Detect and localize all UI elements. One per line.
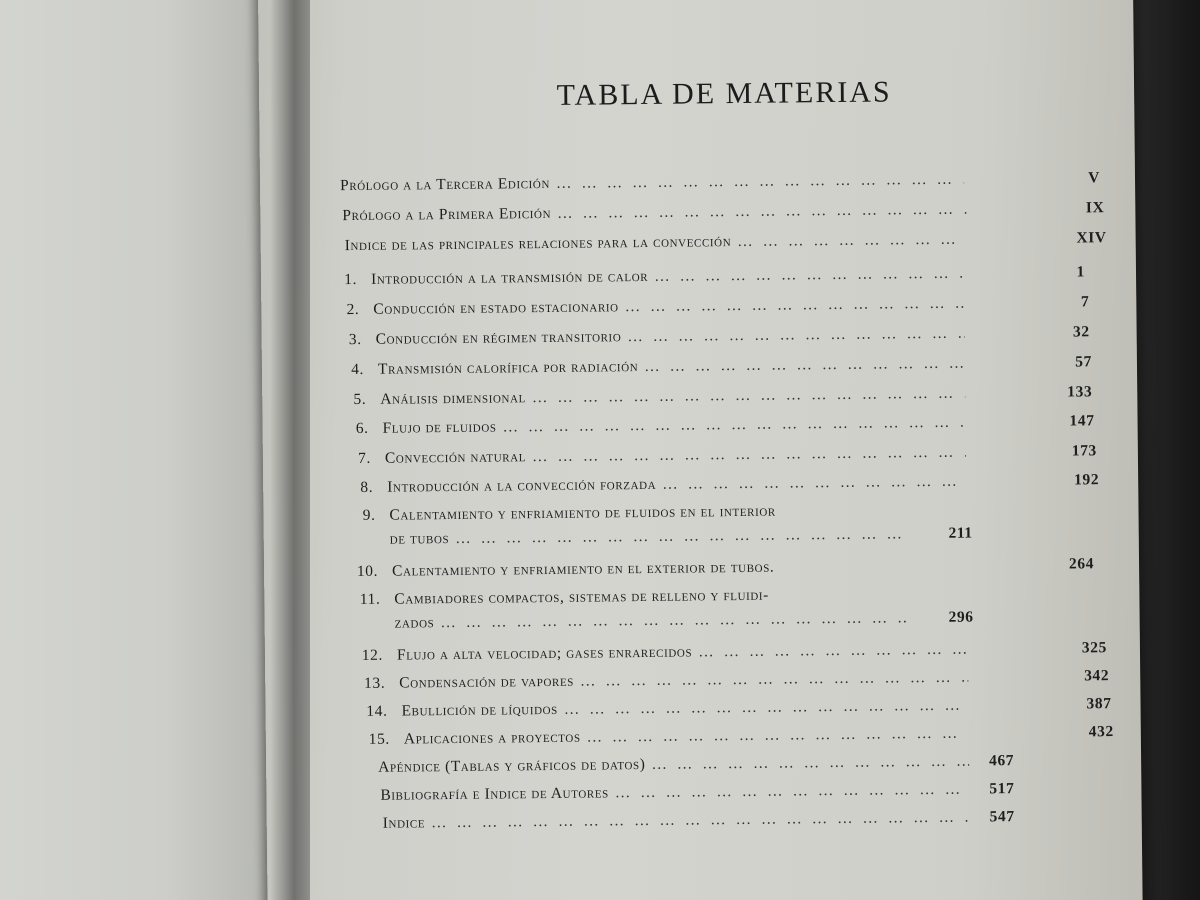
chapter-number: 10. [356, 562, 379, 580]
toc-entry-page: 296 [948, 608, 974, 626]
toc-entry-page: 173 [1071, 442, 1097, 460]
toc-entry-page: 264 [1068, 555, 1095, 573]
book-gutter [270, 0, 310, 900]
toc-entry-page: XIV [1076, 229, 1107, 247]
toc-entry-bibliografia [380, 780, 1015, 805]
toc-entry-page: 342 [1084, 667, 1110, 685]
toc-entry-prologo-primera [342, 199, 1105, 226]
leader-dots [532, 444, 966, 467]
toc-entry-chapter-2 [327, 293, 1090, 320]
toc-entry-apendice [378, 752, 1015, 777]
chapter-number: 9. [362, 506, 376, 524]
toc-entry-label: Flujo a alta velocidad; gases enrarecidos [396, 643, 693, 664]
toc-entry-label: Indice [382, 814, 426, 832]
toc-entry-indice-relaciones [344, 229, 1107, 256]
toc-entry-page: 517 [989, 780, 1015, 798]
toc-entry-label: Análisis dimensional [380, 389, 526, 408]
toc-entry-label: Calentamiento y enfriamiento en el exterior de tubos. [392, 558, 775, 580]
toc-entry-page: V [1088, 169, 1101, 187]
toc-entry-label: Cambiadores compactos, sistemas de relleno y fluidi- [394, 586, 769, 608]
toc-entry-label: Flujo de fluidos [382, 418, 497, 437]
toc-entry-label: Introducción a la transmisión de calor [370, 267, 649, 288]
toc-entry-label: Introducción a la convección forzada [387, 475, 657, 496]
toc-entry-page: 547 [989, 808, 1015, 826]
toc-entry-page: 192 [1074, 471, 1100, 489]
toc-entry-chapter-13 [353, 667, 1110, 694]
leader-dots [615, 781, 970, 803]
toc-entry-page: 467 [988, 752, 1015, 770]
leader-dots [556, 171, 964, 193]
chapter-number: 1. [344, 270, 358, 289]
leader-dots [587, 725, 969, 747]
left-page [0, 0, 300, 900]
toc-entry-page: 432 [1088, 723, 1114, 741]
leader-dots [440, 609, 907, 632]
leader-dots [557, 201, 966, 223]
toc-entry-chapter-15 [358, 723, 1114, 749]
toc-entry-label: Indice de las principales relaciones para la convección [344, 233, 732, 255]
page-title: TABLA DE MATERIAS [556, 75, 892, 112]
chapter-number: 13. [363, 674, 386, 692]
leader-dots [651, 753, 969, 774]
toc-entry-chapter-12 [351, 639, 1108, 666]
chapter-number: 3. [348, 330, 362, 349]
toc-entry-indice [382, 808, 1015, 833]
toc-entry-label: Conducción en régimen transitorio [375, 328, 622, 348]
book-page [258, 0, 1143, 900]
toc-entry-chapter-5 [334, 383, 1093, 410]
leader-dots [627, 325, 964, 347]
leader-dots [580, 669, 968, 691]
chapter-number: 11. [359, 590, 381, 608]
leader-dots [564, 697, 969, 719]
toc-entry-chapter-8 [341, 471, 1100, 498]
toc-entry-chapter-3 [330, 323, 1090, 350]
leader-dots [644, 355, 965, 376]
chapter-number: 5. [353, 390, 367, 409]
chapter-number: 14. [366, 702, 388, 720]
toc-entry-label-continued: zados [394, 614, 435, 632]
chapter-number: 15. [368, 730, 390, 748]
toc-entry-chapter-9 [343, 501, 972, 550]
chapter-number: 8. [360, 478, 374, 496]
toc-entry-page: 387 [1086, 695, 1112, 713]
toc-entry-label: Bibliografía e Indice de Autores [380, 784, 609, 804]
toc-entry-page: 7 [1080, 293, 1090, 311]
toc-entry-label: Conducción en estado estacionario [373, 298, 619, 318]
toc-entry-prologo-tercera [339, 169, 1101, 196]
chapter-number: 6. [355, 419, 369, 437]
toc-entry-label: Convección natural [384, 448, 527, 467]
chapter-number: 2. [346, 300, 360, 319]
chapter-number: 7. [357, 449, 371, 467]
toc-entry-label: Condensación de vapores [399, 672, 575, 692]
leader-dots [455, 525, 907, 548]
leader-dots [532, 385, 966, 408]
leader-dots [502, 414, 965, 437]
toc-entry-chapter-6 [337, 412, 1095, 439]
toc-entry-label: Prólogo a la Tercera Edición [339, 174, 551, 195]
leader-dots [654, 265, 964, 286]
toc-entry-chapter-7 [339, 442, 1097, 469]
chapter-number: 4. [351, 360, 365, 379]
toc-entry-chapter-10 [346, 555, 1095, 582]
toc-entry-label-continued: de tubos [389, 530, 450, 548]
toc-entry-page: IX [1085, 199, 1105, 217]
toc-entry-chapter-4 [332, 353, 1093, 380]
leader-dots [662, 473, 966, 494]
toc-entry-label: Prólogo a la Primera Edición [342, 204, 552, 225]
chapter-number: 12. [361, 646, 384, 664]
leader-dots [698, 641, 968, 662]
toc-entry-label: Calentamiento y enfriamiento de fluidos en el interior [389, 502, 776, 524]
toc-entry-page: 147 [1069, 412, 1095, 430]
toc-entry-label: Ebullición de líquidos [401, 700, 558, 720]
toc-entry-page: 32 [1072, 323, 1090, 341]
toc-entry-page: 133 [1067, 383, 1093, 401]
toc-entry-label: Transmisión calorífica por radiación [377, 358, 639, 378]
leader-dots [737, 231, 965, 251]
toc-entry-label: Apéndice (Tablas y gráficos de datos) [378, 755, 646, 776]
toc-entry-page: 325 [1081, 639, 1108, 657]
leader-dots [625, 295, 965, 317]
toc-entry-chapter-14 [355, 695, 1112, 721]
toc-entry-page: 1 [1076, 263, 1086, 281]
toc-entry-page: 211 [948, 524, 973, 542]
leader-dots [431, 809, 970, 833]
toc-entry-chapter-11 [348, 585, 973, 634]
toc-entry-chapter-1 [325, 263, 1086, 290]
table-of-contents [258, 0, 1143, 900]
toc-entry-page: 57 [1075, 353, 1093, 371]
toc-entry-label: Aplicaciones a proyectos [403, 728, 581, 748]
